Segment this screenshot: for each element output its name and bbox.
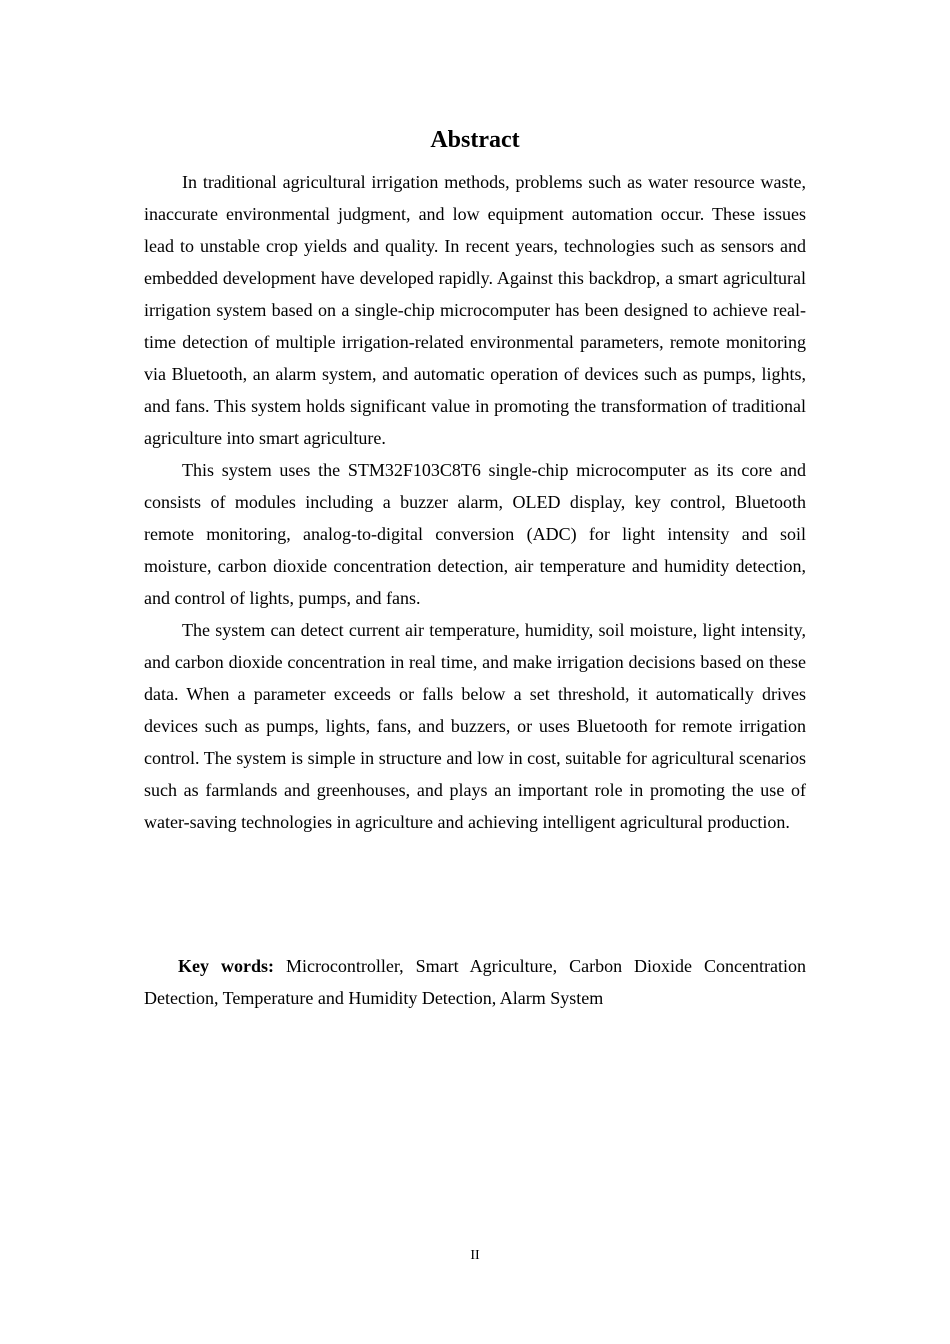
keywords-line xyxy=(144,950,806,1014)
abstract-paragraph-2: This system uses the STM32F103C8T6 single-chip microcomputer as its core and consists of modules including a buzzer alarm, OLED display, key control, Bluetooth remote monitoring, analog-to-digital conversion (ADC) for light intensity and soil moisture, carbon dioxide concentration detection, air temperature and humidity detection, and control of lights, pumps, and fans. xyxy=(144,460,806,608)
page-number: II xyxy=(470,1248,480,1263)
abstract-title: Abstract xyxy=(430,127,520,153)
abstract-paragraph-1: In traditional agricultural irrigation methods, problems such as water resource waste, inaccurate environmental judgment, and low equipment automation occur. These issues lead to unstable crop yields and quality. In recent years, technologies such as sensors and embedded development have developed rapidly. Against this backdrop, a smart agricultural irrigation system based on a single-chip microcomputer has been designed to achieve real-time detection of multiple irrigation-related environmental parameters, remote monitoring via Bluetooth, an alarm system, and automatic operation of devices such as pumps, lights, and fans. This system holds significant value in promoting the transformation of traditional agriculture into smart agriculture. xyxy=(144,172,806,448)
keywords-text: Microcontroller, Smart Agriculture, Carbon Dioxide Concentration Detection, Temperature and Humidity Detection, Alarm System xyxy=(144,956,806,1008)
abstract-paragraph-3: The system can detect current air temperature, humidity, soil moisture, light intensity, and carbon dioxide concentration in real time, and make irrigation decisions based on these data. When a parameter exceeds or falls below a set threshold, it automatically drives devices such as pumps, lights, fans, and buzzers, or uses Bluetooth for remote irrigation control. The system is simple in structure and low in cost, suitable for agricultural scenarios such as farmlands and greenhouses, and plays an important role in promoting the use of water-saving technologies in agriculture and achieving intelligent agricultural production. xyxy=(144,620,806,832)
keywords-label: Key words: xyxy=(178,956,274,976)
abstract-body xyxy=(144,166,806,838)
